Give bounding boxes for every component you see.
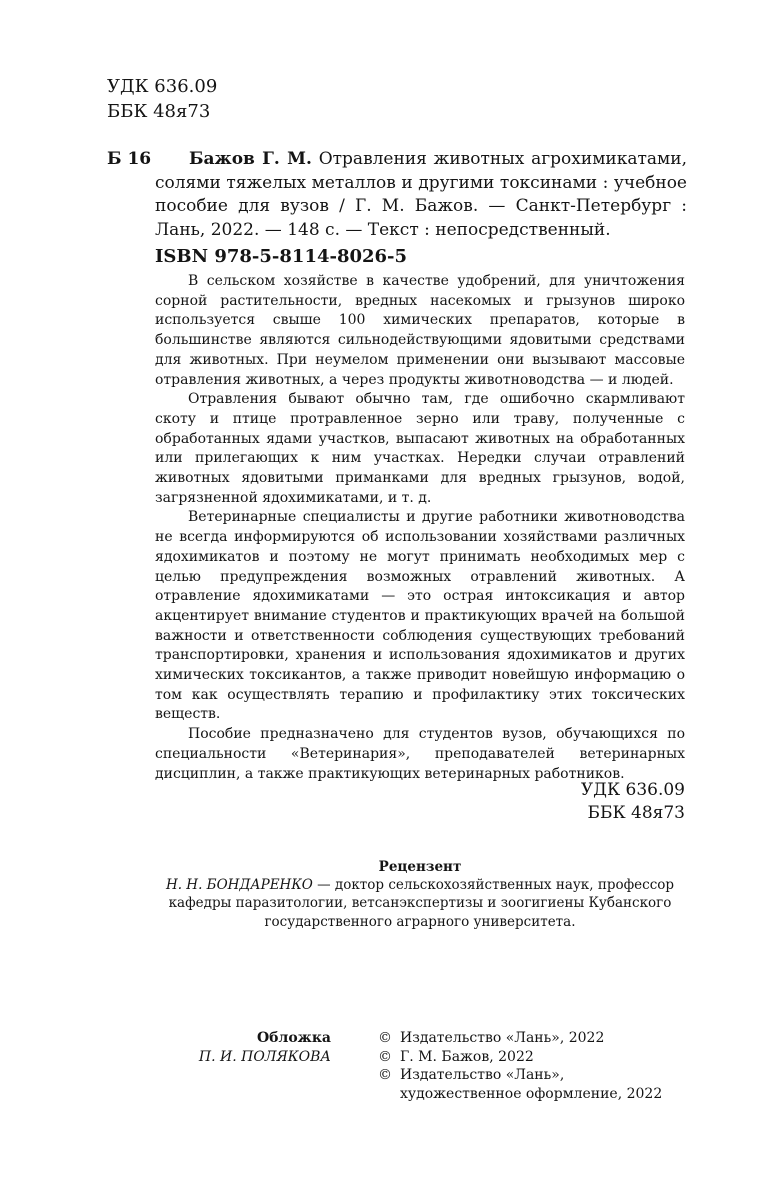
reviewer-name: Н. Н. БОНДАРЕНКО xyxy=(165,877,313,894)
copyright-text: Издательство «Лань», художественное оформление, 2022 xyxy=(400,1067,663,1102)
cover-artist: П. И. ПОЛЯКОВА xyxy=(198,1048,331,1065)
footer-bbk-code: ББК 48я73 xyxy=(587,803,685,823)
annotation-paragraph: Отравления бывают обычно там, где ошибочно скармливают скоту и птице протравленное зерно или траву, полученные с обработанных ядами участков, выпасают животных на обработанных или прилегающих к ним участках. Нередки случаи отравлений животных ядовитыми приманками для вредных грызунов, водой, загрязненной ядохимикатами, и т. д. xyxy=(155,391,685,506)
bibliographic-description-block xyxy=(155,148,687,242)
copyright-icon: © xyxy=(378,1048,392,1065)
annotation xyxy=(155,272,685,784)
isbn-number: ISBN 978-5-8114-8026-5 xyxy=(155,246,408,267)
footer-udk-code: УДК 636.09 xyxy=(580,780,685,800)
footer-classification-codes xyxy=(581,779,685,825)
copyright-text: Издательство «Лань», 2022 xyxy=(400,1030,605,1046)
annotation-paragraph: В сельском хозяйстве в качестве удобрений, для уничтожения сорной растительности, вредных насекомых и грызунов широко используется свыше 100 химических препаратов, которые в большинстве являются сильнодействующими ядовитыми средствами для животных. При неумелом применении они вызывают массовые отравления животных, а через продукты животноводства — и людей. xyxy=(155,273,685,388)
copyright-item xyxy=(378,1048,690,1067)
cover-credit xyxy=(199,1029,331,1066)
copyright-list xyxy=(378,1029,690,1103)
annotation-paragraph: Ветеринарные специалисты и другие работники животноводства не всегда информируются об использовании хозяйствами различных ядохимикатов и поэтому не могут принимать необходимых мер с целью предупреждения возможных отравлений животных. А отравление ядохимикатами — это острая интоксикация и автор акцентирует внимание студентов и практикующих врачей на большой важности и ответственности соблюдения существующих требований транспортировки, хранения и использования ядохимикатов и других химических токсикантов, а также приводит новейшую информацию о том как осуществлять терапию и профилактику этих токсических веществ. xyxy=(155,509,685,723)
copyright-text: Г. М. Бажов, 2022 xyxy=(400,1048,534,1065)
bibliographic-record xyxy=(107,148,687,242)
copyright-icon: © xyxy=(378,1030,392,1046)
copyright-icon: © xyxy=(378,1067,392,1083)
annotation-paragraph: Пособие предназначено для студентов вузов, обучающихся по специальности «Ветеринария», преподавателей ветеринарных дисциплин, а также практикующих ветеринарных работников. xyxy=(155,726,685,782)
reviewer-block xyxy=(150,858,690,931)
reviewer-title: Рецензент xyxy=(378,859,462,875)
copyright-item xyxy=(378,1029,690,1048)
header-classification-codes xyxy=(107,74,217,124)
reviewer-text xyxy=(150,876,690,931)
header-udk-code: УДК 636.09 xyxy=(107,76,218,97)
copyright-item xyxy=(378,1066,690,1103)
reviewer-details: — доктор сельскохозяйственных наук, профессор кафедры паразитологии, ветсанэкспертизы и зоогигиены Кубанского государственного аграрного университета. xyxy=(168,877,675,930)
cover-label: Обложка xyxy=(256,1030,331,1046)
header-bbk-code: ББК 48я73 xyxy=(107,101,211,122)
author-mark: Б 16 xyxy=(107,149,152,169)
bibliographic-description: Отравления животных агрохимикатами, солями тяжелых металлов и другими токсинами : учебное пособие для вузов / Г. М. Бажов. — Санкт-Петербург : Лань, 2022. — 148 с. — Текст : непосредственный. xyxy=(155,149,688,240)
bibliographic-author: Бажов Г. М. xyxy=(189,149,312,169)
